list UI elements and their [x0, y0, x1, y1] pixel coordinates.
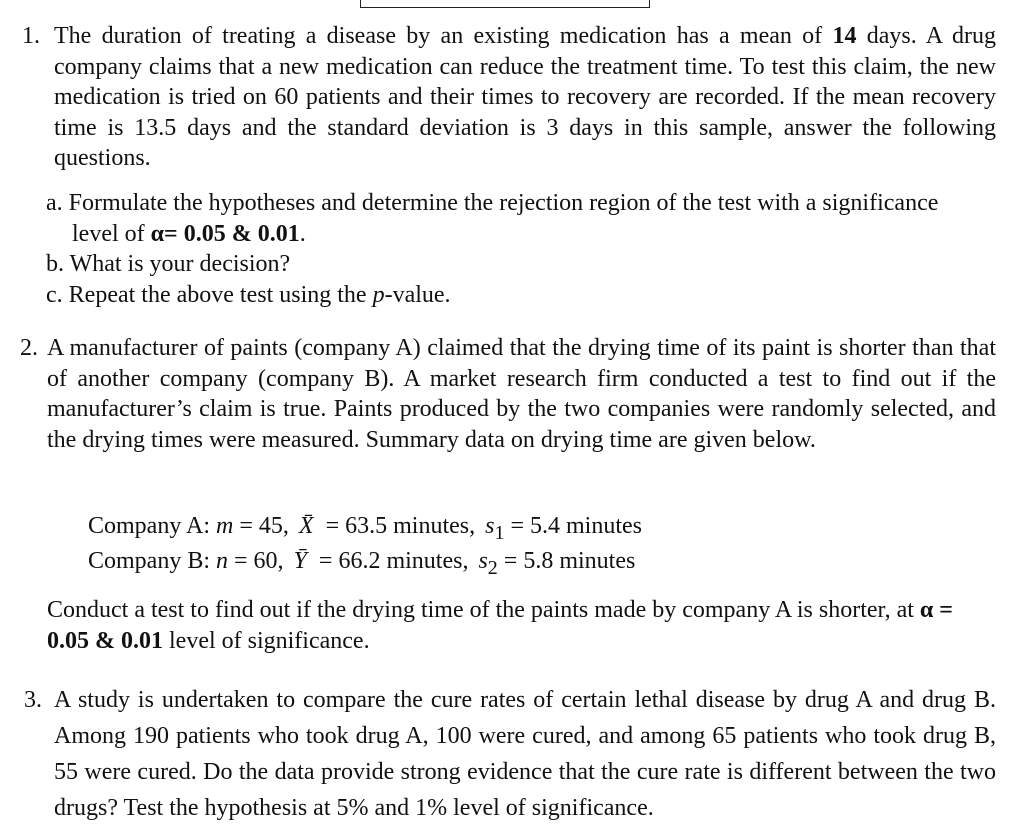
company-a-summary: [88, 511, 642, 548]
part-1a-alpha: α= 0.05 & 0.01: [150, 220, 300, 247]
company-b-n-var: n: [216, 548, 229, 574]
part-1c-post: -value.: [384, 281, 451, 308]
company-b-mean-symbol: Ȳ: [293, 548, 307, 574]
company-b-sd-subscript: 2: [487, 556, 498, 579]
company-b-mean-value: = 66.2 minutes,: [318, 548, 469, 574]
part-1b: b. What is your decision?: [46, 251, 291, 277]
company-a-sd-subscript: 1: [494, 521, 505, 544]
company-a-n-value: = 45,: [233, 513, 289, 539]
question-1-number: 1.: [22, 23, 40, 49]
question-1-subparts: [46, 188, 946, 310]
part-1c-p: p: [372, 281, 385, 308]
question-1-text-b: days. A drug company claims that a new medication can reduce the treatment time. To test this claim, the new medication is tried on 60 patients and their times to recovery are recorded. If the mean recovery time is 13.5 days and the standard deviation is 3 days in this sample, answer the following questions.: [54, 23, 996, 171]
part-1c-pre: c. Repeat the above test using the: [46, 281, 373, 308]
question-3: [24, 682, 996, 826]
question-1-text-a: The duration of treating a disease by an existing medication has a mean of: [54, 23, 833, 49]
company-b-sd-value: = 5.8 minutes: [497, 548, 636, 574]
part-1a-end: .: [299, 220, 306, 247]
question-1: [22, 21, 996, 174]
company-b-summary: [88, 546, 635, 583]
company-a-sd-value: = 5.4 minutes: [504, 513, 642, 539]
question-2-number: 2.: [20, 335, 38, 361]
company-a-label: Company A:: [88, 513, 217, 539]
company-b-sd-symbol: s: [478, 548, 488, 574]
question-2: [20, 333, 996, 455]
part-1c: [46, 280, 946, 311]
question-3-number: 3.: [24, 687, 42, 713]
conduct-text: Conduct a test to find out if the drying time of the paints made by company A is shorter, at: [47, 597, 920, 623]
company-b-n-value: = 60,: [228, 548, 284, 574]
company-a-n-var: m: [216, 513, 234, 539]
question-2-conduct: [47, 595, 982, 656]
question-1-mean: 14: [832, 23, 857, 49]
question-3-text: A study is undertaken to compare the cure rates of certain lethal disease by drug A and drug B. Among 190 patients who took drug A, 100 were cured, and among 65 patients who took drug B, 55 were cured. Do the data provide strong evidence that the cure rate is different between the two drugs? Test the hypothesis at 5% and 1% level of significance.: [54, 687, 996, 821]
conduct-end: level of significance.: [163, 627, 370, 654]
company-b-label: Company B:: [88, 548, 217, 574]
company-a-sd-symbol: s: [485, 513, 495, 539]
company-a-mean-value: = 63.5 minutes,: [325, 513, 476, 539]
part-1a: [46, 188, 946, 249]
conduct-alpha: α = 0.05 & 0.01: [47, 597, 953, 654]
part-1a-text: a. Formulate the hypotheses and determine the rejection region of the test with a significance level of: [46, 190, 939, 247]
top-box-frame: [360, 0, 650, 8]
company-a-mean-symbol: X̄: [298, 513, 314, 539]
question-2-text: A manufacturer of paints (company A) claimed that the drying time of its paint is shorter than that of another company (company B). A market research firm conducted a test to find out if the manufacturer’s claim is true. Paints produced by the two companies were randomly selected, and the drying times were measured. Summary data on drying time are given below.: [47, 335, 996, 453]
